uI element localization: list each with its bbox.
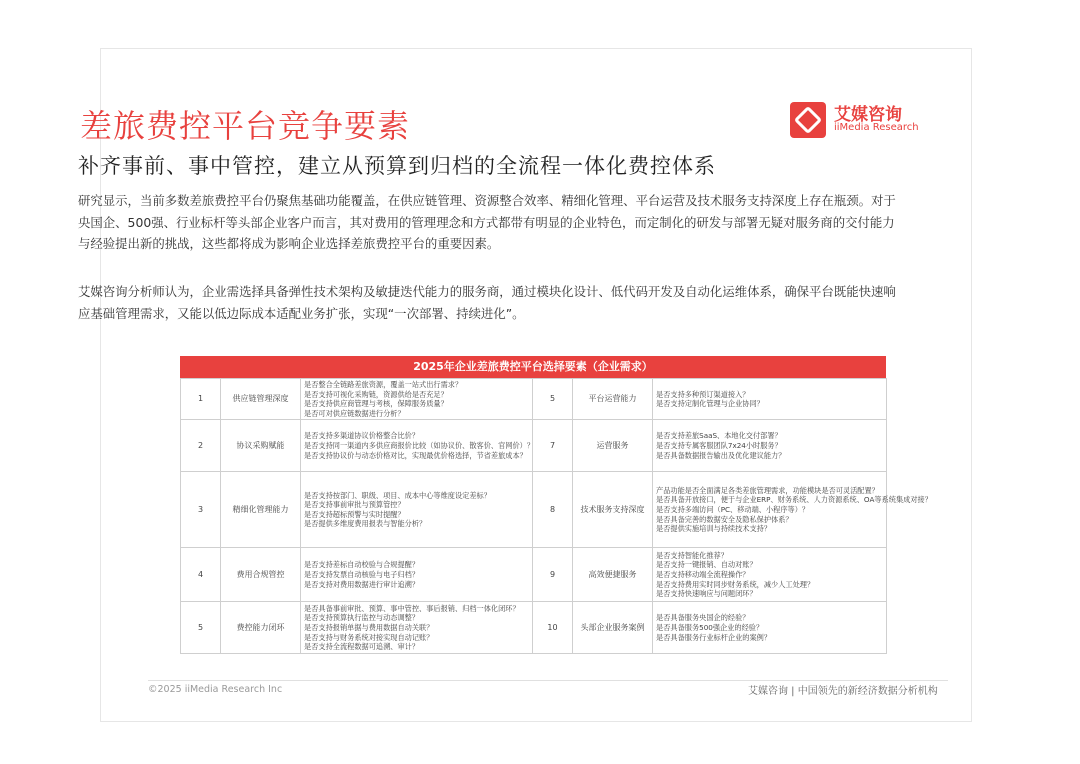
requirements-table	[180, 378, 932, 654]
question-item: 是否支持智能化推荐？	[656, 550, 728, 560]
paragraph-research-finding: 研究显示，当前多数差旅费控平台仍聚焦基础功能覆盖，在供应链管理、资源整合效率、精细化管理、平台运营及技术服务支持深度上存在瓶颈。对于央国企、500强、行业标杆等头部企业客户而言，其对费用的管理理念和方式都带有明显的企业特色，而定制化的研发与部署无疑对服务商的交付能力与经验提出新的挑战，这些都将成为影响企业选择差旅费控平台的重要因素。	[78, 193, 896, 251]
row-number: 5	[533, 379, 573, 420]
question-item: 是否提供实施培训与持续技术支持？	[656, 524, 772, 534]
question-item: 是否支持多端访问（PC、移动端、小程序等）？	[656, 505, 810, 515]
question-item: 是否支持专属客服团队7x24小时服务？	[656, 441, 782, 451]
requirement-questions	[301, 420, 533, 472]
question-item: 是否支持快速响应与问题闭环？	[656, 589, 757, 599]
question-item: 是否具备服务行业标杆企业的案例？	[656, 632, 772, 642]
question-item: 是否支持事前审批与预算管控？	[304, 500, 405, 510]
logo-brand-name: 艾媒咨询	[834, 105, 902, 125]
row-number: 1	[181, 379, 221, 420]
table-row	[181, 472, 887, 548]
page-subtitle: 补齐事前、事中管控，建立从预算到归档的全流程一体化费控体系	[78, 154, 716, 178]
question-item: 是否支持报销单据与费用数据自动关联？	[304, 623, 434, 633]
requirement-questions	[653, 420, 887, 472]
question-item: 是否具备服务500强企业的经验？	[656, 623, 764, 633]
question-item: 是否支持差旅SaaS、本地化交付部署？	[656, 431, 782, 441]
row-number: 10	[533, 602, 573, 654]
question-item: 产品功能是否全面满足各类差旅管理需求，功能模块是否可灵活配置？	[656, 485, 879, 495]
table-row	[181, 420, 887, 472]
question-item: 是否支持定制化管理与企业协同？	[656, 399, 764, 409]
requirement-name: 精细化管理能力	[221, 472, 301, 548]
requirement-name: 费用合规管控	[221, 548, 301, 602]
question-item: 是否整合全链路差旅资源，覆盖一站式出行需求？	[304, 380, 463, 389]
requirement-questions	[301, 548, 533, 602]
requirement-name: 高效便捷服务	[573, 548, 653, 602]
row-number: 3	[181, 472, 221, 548]
question-item: 是否具备事前审批、预算、事中管控、事后报销、归档一体化闭环？	[304, 603, 520, 613]
row-number: 9	[533, 548, 573, 602]
footer-copyright: ©2025 iiMedia Research Inc	[148, 684, 283, 695]
footer-divider	[148, 680, 948, 681]
question-item: 是否具备数据报告输出及优化建议能力？	[656, 450, 786, 460]
question-item: 是否支持超标预警与实时提醒？	[304, 509, 405, 519]
question-item: 是否支持同一渠道内多供应商报价比较（如协议价、散客价、官网价）？	[304, 441, 535, 451]
requirement-name: 运营服务	[573, 420, 653, 472]
requirement-name: 头部企业服务案例	[573, 602, 653, 654]
question-item: 是否支持多渠道协议价格整合比价？	[304, 431, 420, 441]
question-item: 是否支持与财务系统对接实现自动记账？	[304, 632, 434, 642]
logo-mark-icon	[790, 102, 826, 138]
page-title: 差旅费控平台竞争要素	[80, 107, 411, 145]
row-number: 4	[181, 548, 221, 602]
question-item: 是否支持供应商管理与考核，保障服务质量？	[304, 399, 448, 409]
footer-brand: 艾媒咨询 | 中国领先的新经济数据分析机构	[748, 686, 938, 697]
requirement-name: 协议采购赋能	[221, 420, 301, 472]
question-item: 是否支持一键报销、自动对账？	[656, 560, 757, 570]
question-item: 是否支持对费用数据进行审计追溯？	[304, 579, 420, 589]
logo-brand-en: iiMedia Research	[834, 122, 919, 133]
paragraph-analyst-view: 艾媒咨询分析师认为，企业需选择具备弹性技术架构及敏捷迭代能力的服务商，通过模块化设计、低代码开发及自动化运维体系，确保平台既能快速响应基础管理需求，又能以低边际成本适配业务扩张，实现“一次部署、持续进化”。	[78, 284, 896, 321]
question-item: 是否支持全流程数据可追溯、审计？	[304, 642, 420, 652]
question-item: 是否具备开放接口，便于与企业ERP、财务系统、人力资源系统、OA等系统集成对接？	[656, 495, 932, 505]
question-item: 是否支持费用实时同步财务系统，减少人工处理？	[656, 579, 815, 589]
question-item: 是否支持差标自动校验与合规提醒？	[304, 560, 420, 570]
question-item: 是否具备完善的数据安全及隐私保护体系？	[656, 514, 793, 524]
requirement-questions	[653, 472, 932, 548]
question-item: 是否可对供应链数据进行分析？	[304, 408, 405, 418]
table-header: 2025年企业差旅费控平台选择要素（企业需求）	[180, 356, 886, 378]
row-number: 8	[533, 472, 573, 548]
question-item: 是否支持预算执行监控与动态调整？	[304, 613, 420, 623]
question-item: 是否支持协议价与动态价格对比，实现最优价格选择，节省差旅成本？	[304, 450, 527, 460]
table-row	[181, 548, 887, 602]
brand-logo	[790, 98, 930, 142]
requirement-name: 技术服务支持深度	[573, 472, 653, 548]
requirement-questions	[653, 602, 887, 654]
question-item: 是否提供多维度费用报表与智能分析？	[304, 519, 427, 529]
question-item: 是否支持可视化采购链，资源供给是否充足？	[304, 389, 448, 399]
question-item: 是否支持移动端全流程操作？	[656, 570, 750, 580]
question-item: 是否支持发票自动核验与电子归档？	[304, 570, 420, 580]
requirement-questions	[301, 602, 533, 654]
requirement-name: 费控能力闭环	[221, 602, 301, 654]
requirement-name: 供应链管理深度	[221, 379, 301, 420]
requirement-questions	[653, 548, 887, 602]
question-item: 是否具备服务央国企的经验？	[656, 613, 750, 623]
row-number: 5	[181, 602, 221, 654]
question-item: 是否支持按部门、职级、项目、成本中心等维度设定差标？	[304, 490, 491, 500]
table-row	[181, 602, 887, 654]
question-item: 是否支持多种预订渠道接入？	[656, 389, 750, 399]
requirement-name: 平台运营能力	[573, 379, 653, 420]
requirement-questions	[301, 472, 533, 548]
requirement-questions	[301, 379, 533, 420]
row-number: 2	[181, 420, 221, 472]
row-number: 7	[533, 420, 573, 472]
requirement-questions	[653, 379, 887, 420]
table-row	[181, 379, 887, 420]
